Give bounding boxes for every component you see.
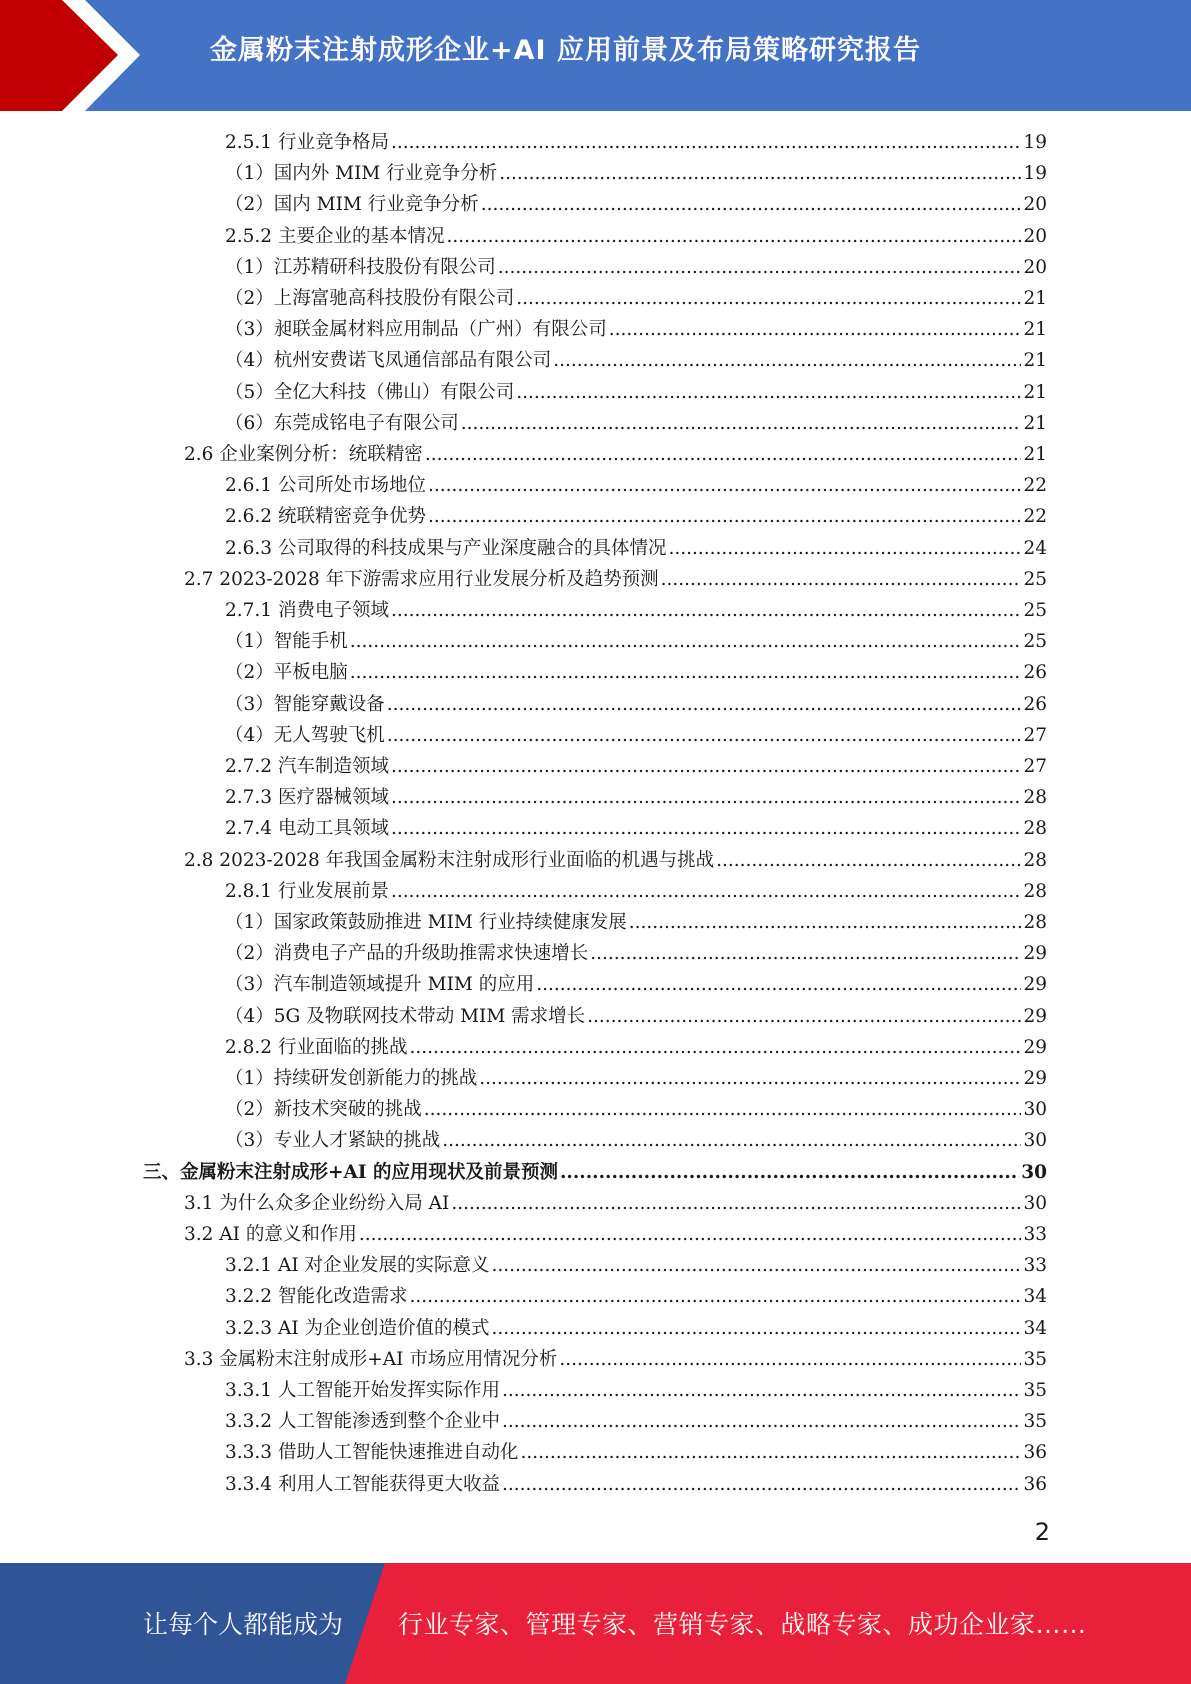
- toc-entry-page: 19: [1023, 132, 1047, 153]
- page-header: [0, 0, 1191, 111]
- toc-entry-label: （1）国内外 MIM 行业竞争分析: [225, 163, 498, 185]
- toc-entry-label: （4）杭州安费诺飞凤通信部品有限公司: [225, 350, 552, 372]
- toc-entry-page: 30: [1023, 1099, 1047, 1121]
- toc-entry-label: 2.7.2 汽车制造领域: [225, 756, 389, 777]
- toc-entry-label: 2.7.4 电动工具领域: [225, 818, 389, 840]
- toc-dot-leader: [668, 533, 1021, 564]
- toc-entry-page: 30: [1023, 1130, 1047, 1152]
- toc-dot-leader: [481, 189, 1022, 220]
- toc-entry-page: 29: [1023, 1068, 1047, 1089]
- toc-dot-leader: [516, 283, 1021, 314]
- toc-entry[interactable]: [225, 533, 1047, 564]
- toc-entry-label: 3.3.1 人工智能开始发挥实际作用: [225, 1380, 500, 1401]
- toc-dot-leader: [590, 938, 1021, 969]
- toc-entry-label: 2.6 企业案例分析：统联精密: [184, 444, 423, 465]
- toc-entry[interactable]: [225, 158, 1047, 189]
- toc-entry-page: 35: [1023, 1411, 1047, 1433]
- toc-dot-leader: [409, 1032, 1021, 1063]
- toc-entry-page: 21: [1023, 412, 1047, 434]
- toc-dot-leader: [661, 564, 1022, 595]
- toc-entry-label: （2）新技术突破的挑战: [225, 1099, 422, 1121]
- toc-entry[interactable]: [225, 127, 1047, 158]
- toc-entry[interactable]: [225, 1032, 1047, 1063]
- toc-entry-page: 26: [1023, 693, 1047, 715]
- toc-dot-leader: [387, 720, 1022, 751]
- page-number: 2: [1034, 1518, 1050, 1546]
- toc-entry-page: 22: [1023, 506, 1047, 528]
- toc-entry-label: 2.6.3 公司取得的科技成果与产业深度融合的具体情况: [225, 537, 667, 559]
- toc-entry[interactable]: [225, 189, 1047, 220]
- toc-entry[interactable]: [184, 1188, 1047, 1219]
- toc-entry-page: 25: [1023, 631, 1047, 653]
- toc-dot-leader: [520, 1437, 1021, 1468]
- toc-entry-page: 19: [1023, 163, 1047, 185]
- toc-entry[interactable]: [225, 1313, 1047, 1344]
- toc-entry-page: 26: [1023, 662, 1047, 684]
- toc-entry-page: 21: [1023, 381, 1047, 403]
- toc-entry-label: 3.2.3 AI 为企业创造价值的模式: [225, 1317, 490, 1339]
- toc-dot-leader: [409, 1281, 1021, 1312]
- toc-entry-page: 33: [1023, 1255, 1047, 1277]
- toc-entry-label: （2）平板电脑: [225, 662, 348, 684]
- toc-entry-label: （1）持续研发创新能力的挑战: [225, 1068, 478, 1089]
- toc-entry-page: 20: [1023, 194, 1047, 216]
- toc-entry[interactable]: [225, 595, 1047, 626]
- toc-entry-page: 21: [1023, 319, 1047, 341]
- toc-entry-label: （2）国内 MIM 行业竞争分析: [225, 194, 479, 216]
- toc-entry-label: （3）汽车制造领域提升 MIM 的应用: [225, 974, 535, 996]
- toc-entry-page: 35: [1023, 1380, 1047, 1401]
- toc-entry[interactable]: [225, 1063, 1047, 1094]
- toc-entry[interactable]: [225, 501, 1047, 532]
- toc-entry-page: 25: [1023, 600, 1047, 621]
- toc-dot-leader: [498, 252, 1022, 283]
- toc-entry-page: 28: [1023, 880, 1047, 902]
- toc-dot-leader: [428, 501, 1021, 532]
- toc-entry-page: 27: [1023, 724, 1047, 746]
- toc-entry[interactable]: [225, 626, 1047, 657]
- toc-entry-label: 2.6.1 公司所处市场地位: [225, 475, 426, 497]
- toc-entry-label: 2.6.2 统联精密竞争优势: [225, 506, 426, 528]
- toc-entry[interactable]: [225, 377, 1047, 408]
- toc-entry[interactable]: [225, 907, 1047, 938]
- toc-entry-page: 30: [1023, 1192, 1047, 1214]
- toc-dot-leader: [716, 845, 1021, 876]
- toc-entry[interactable]: [225, 314, 1047, 345]
- toc-entry[interactable]: [225, 408, 1047, 439]
- toc-entry-label: 2.8.2 行业面临的挑战: [225, 1036, 408, 1058]
- toc-entry[interactable]: [184, 845, 1047, 876]
- toc-entry[interactable]: [225, 720, 1047, 751]
- toc-entry-page: 25: [1023, 568, 1047, 590]
- toc-entry-label: 3.3.3 借助人工智能快速推进自动化: [225, 1442, 519, 1464]
- toc-dot-leader: [391, 876, 1021, 907]
- toc-entry[interactable]: [184, 1219, 1047, 1250]
- toc-entry-label: 3.2 AI 的意义和作用: [184, 1224, 357, 1245]
- toc-dot-leader: [553, 345, 1021, 376]
- toc-entry-label: （3）专业人才紧缺的挑战: [225, 1130, 441, 1152]
- toc-entry-page: 29: [1023, 1005, 1047, 1027]
- toc-entry-label: 2.7.3 医疗器械领域: [225, 787, 389, 809]
- toc-entry-page: 29: [1023, 943, 1047, 965]
- toc-entry-label: （1）智能手机: [225, 631, 348, 653]
- toc-entry-page: 36: [1023, 1442, 1047, 1464]
- toc-entry[interactable]: [225, 283, 1047, 314]
- toc-entry-page: 36: [1023, 1473, 1047, 1495]
- toc-dot-leader: [609, 314, 1022, 345]
- toc-entry-label: （4）5G 及物联网技术带动 MIM 需求增长: [225, 1005, 586, 1027]
- toc-entry-page: 34: [1023, 1286, 1047, 1308]
- toc-entry[interactable]: [225, 1375, 1047, 1406]
- toc-dot-leader: [499, 158, 1021, 189]
- toc-entry-label: （2）上海富驰高科技股份有限公司: [225, 288, 515, 309]
- toc-entry-label: 三、金属粉末注射成形+AI 的应用现状及前景预测: [143, 1161, 558, 1183]
- toc-dot-leader: [391, 595, 1021, 626]
- toc-entry[interactable]: [225, 689, 1047, 720]
- toc-entry-label: （3）昶联金属材料应用制品（广州）有限公司: [225, 319, 607, 341]
- toc-entry-page: 27: [1023, 756, 1047, 777]
- toc-entry-label: 3.1 为什么众多企业纷纷入局 AI: [184, 1192, 450, 1214]
- toc-entry[interactable]: [225, 782, 1047, 813]
- toc-entry-page: 29: [1023, 974, 1047, 996]
- toc-dot-leader: [502, 1406, 1021, 1437]
- toc-dot-leader: [428, 470, 1021, 501]
- toc-entry[interactable]: [225, 1469, 1047, 1500]
- toc-dot-leader: [492, 1250, 1022, 1281]
- toc-entry-label: （2）消费电子产品的升级助推需求快速增长: [225, 943, 589, 965]
- page-footer: [0, 1563, 1191, 1684]
- toc-entry[interactable]: [225, 1437, 1047, 1468]
- toc-entry[interactable]: [225, 938, 1047, 969]
- toc-entry[interactable]: [225, 1250, 1047, 1281]
- footer-slogan-right: 行业专家、管理专家、营销专家、战略专家、成功企业家……: [398, 1610, 1087, 1639]
- toc-entry-page: 20: [1023, 225, 1047, 247]
- toc-dot-leader: [424, 1094, 1022, 1125]
- toc-dot-leader: [391, 813, 1021, 844]
- toc-entry-label: 3.2.1 AI 对企业发展的实际意义: [225, 1255, 490, 1277]
- toc-entry[interactable]: [225, 1094, 1047, 1125]
- toc-entry-label: （5）全亿大科技（佛山）有限公司: [225, 381, 515, 403]
- toc-entry[interactable]: [225, 657, 1047, 688]
- toc-dot-leader: [502, 1375, 1021, 1406]
- toc-entry-page: 21: [1023, 288, 1047, 309]
- toc-entry-label: （6）东莞成铭电子有限公司: [225, 412, 459, 434]
- toc-entry-page: 21: [1023, 444, 1047, 465]
- toc-entry-page: 21: [1023, 350, 1047, 372]
- toc-dot-leader: [391, 782, 1021, 813]
- toc-dot-leader: [425, 439, 1022, 470]
- toc-dot-leader: [479, 1063, 1021, 1094]
- toc-entry-label: （3）智能穿戴设备: [225, 693, 385, 715]
- toc-entry-page: 24: [1023, 537, 1047, 559]
- toc-dot-leader: [559, 1344, 1021, 1375]
- toc-entry-page: 33: [1023, 1224, 1047, 1245]
- toc-entry-label: 2.8.1 行业发展前景: [225, 880, 389, 902]
- toc-dot-leader: [502, 1469, 1021, 1500]
- toc-entry-label: 3.3 金属粉末注射成形+AI 市场应用情况分析: [184, 1348, 558, 1370]
- footer-slogan-left: 让每个人都能成为: [143, 1610, 344, 1639]
- toc-dot-leader: [536, 969, 1021, 1000]
- toc-entry[interactable]: [225, 969, 1047, 1000]
- toc-entry[interactable]: [225, 876, 1047, 907]
- toc-entry-page: 28: [1023, 787, 1047, 809]
- toc-entry[interactable]: [225, 1125, 1047, 1156]
- toc-dot-leader: [359, 1219, 1022, 1250]
- toc-entry[interactable]: [225, 1001, 1047, 1032]
- toc-entry-label: （1）江苏精研科技股份有限公司: [225, 256, 496, 278]
- toc-dot-leader: [442, 1125, 1021, 1156]
- toc-entry-label: 2.7 2023-2028 年下游需求应用行业发展分析及趋势预测: [184, 568, 659, 590]
- toc-entry[interactable]: [143, 1157, 1047, 1188]
- toc-entry[interactable]: [225, 1281, 1047, 1312]
- toc-entry-label: （1）国家政策鼓励推进 MIM 行业持续健康发展: [225, 912, 627, 933]
- toc-dot-leader: [387, 689, 1022, 720]
- toc-entry-label: 2.5.1 行业竞争格局: [225, 132, 389, 153]
- toc-entry[interactable]: [184, 1344, 1047, 1375]
- toc-dot-leader: [391, 751, 1021, 782]
- toc-entry-label: 3.3.2 人工智能渗透到整个企业中: [225, 1411, 500, 1433]
- toc-entry-label: 2.8 2023-2028 年我国金属粉末注射成形行业面临的机遇与挑战: [184, 849, 715, 871]
- toc-dot-leader: [350, 626, 1022, 657]
- toc-dot-leader: [587, 1001, 1021, 1032]
- toc-entry-page: 28: [1023, 818, 1047, 840]
- toc-entry-page: 22: [1023, 475, 1047, 497]
- toc-entry[interactable]: [225, 221, 1047, 252]
- toc-entry[interactable]: [184, 439, 1047, 470]
- toc-entry-page: 28: [1023, 849, 1047, 871]
- toc-dot-leader: [492, 1313, 1022, 1344]
- toc-entry[interactable]: [225, 345, 1047, 376]
- toc-dot-leader: [560, 1157, 1019, 1188]
- toc-entry-page: 29: [1023, 1036, 1047, 1058]
- toc-entry-label: 3.2.2 智能化改造需求: [225, 1286, 408, 1308]
- toc-dot-leader: [350, 657, 1022, 688]
- toc-dot-leader: [516, 377, 1021, 408]
- toc-entry-page: 35: [1023, 1348, 1047, 1370]
- toc-entry-label: （4）无人驾驶飞机: [225, 724, 385, 746]
- toc-dot-leader: [461, 408, 1022, 439]
- toc-entry-page: 28: [1023, 912, 1047, 933]
- toc-entry[interactable]: [225, 813, 1047, 844]
- toc-dot-leader: [446, 221, 1021, 252]
- toc-entry-label: 3.3.4 利用人工智能获得更大收益: [225, 1473, 500, 1495]
- toc-entry-label: 2.5.2 主要企业的基本情况: [225, 225, 445, 247]
- toc-entry-label: 2.7.1 消费电子领域: [225, 600, 389, 621]
- toc-entry[interactable]: [184, 564, 1047, 595]
- toc-dot-leader: [391, 127, 1021, 158]
- toc-dot-leader: [451, 1188, 1021, 1219]
- toc-entry-page: 34: [1023, 1317, 1047, 1339]
- toc-entry[interactable]: [225, 1406, 1047, 1437]
- toc-entry-page: 30: [1021, 1161, 1047, 1183]
- toc-entry-page: 20: [1023, 256, 1047, 278]
- toc-entry[interactable]: [225, 252, 1047, 283]
- toc-entry[interactable]: [225, 470, 1047, 501]
- toc-entry[interactable]: [225, 751, 1047, 782]
- document-title: 金属粉末注射成形企业+AI 应用前景及布局策略研究报告: [210, 35, 921, 66]
- toc-dot-leader: [629, 907, 1022, 938]
